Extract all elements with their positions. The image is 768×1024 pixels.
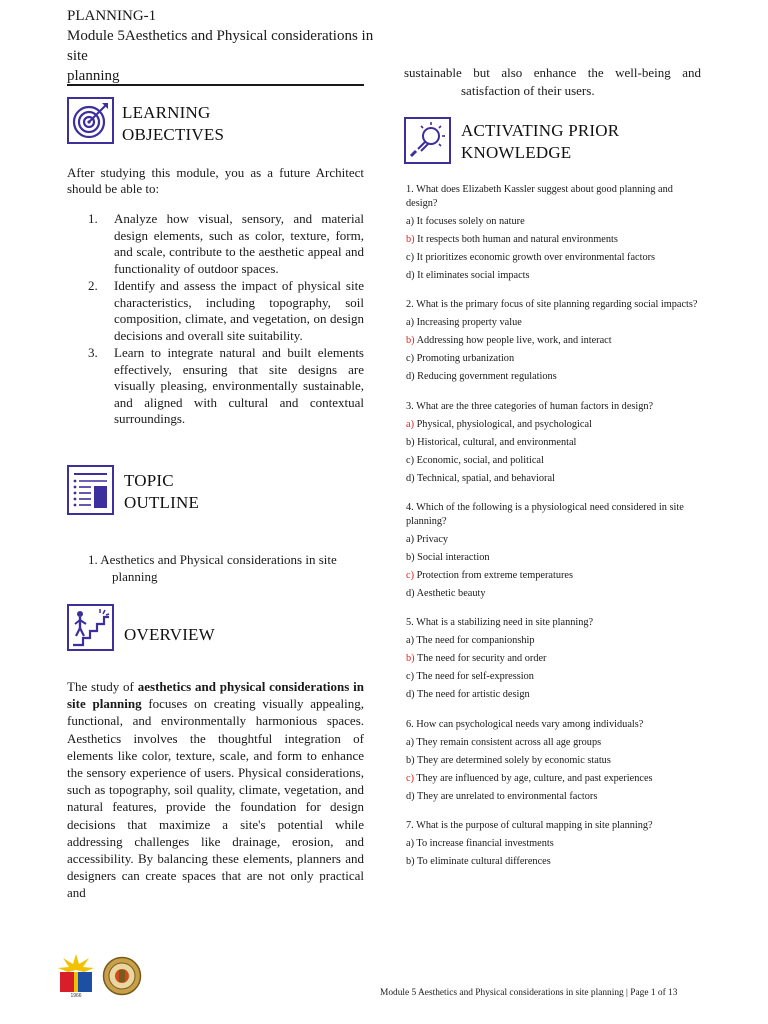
quiz-option-text: It eliminates social impacts: [417, 269, 530, 281]
quiz-question-block: [406, 298, 702, 384]
quiz-option-letter: c): [406, 251, 414, 263]
quiz-option-text: To increase financial investments: [416, 838, 554, 849]
quiz-option-letter: b): [406, 233, 415, 245]
quiz-option: [406, 472, 702, 486]
quiz-option: [406, 533, 702, 547]
quiz-option: [406, 454, 702, 468]
quiz-option-letter: d): [406, 269, 415, 281]
quiz-option-letter: a): [406, 533, 414, 545]
overview-continued: sustainable but also enhance the well-being and satisfaction of their users.: [404, 65, 701, 98]
quiz-option-text: The need for artistic design: [416, 689, 530, 700]
quiz-option: [406, 352, 702, 366]
lightbulb-icon: [404, 117, 451, 164]
quiz-question: 1. What does Elizabeth Kassler suggest about good planning and design?: [406, 184, 673, 209]
quiz-option: [406, 251, 702, 265]
quiz-option-letter: d): [406, 790, 415, 802]
quiz-option-text: The need for companionship: [416, 635, 535, 646]
objective-number: 1.: [88, 211, 98, 226]
outline-list-icon: [67, 465, 114, 515]
quiz-option-text: They are unrelated to environmental factors: [416, 790, 598, 802]
quiz-option-text: Addressing how people live, work, and interact: [416, 335, 612, 346]
objective-item: [88, 211, 364, 277]
quiz-option-text: The need for security and order: [416, 653, 547, 664]
quiz-option-letter: a): [406, 317, 414, 328]
quiz-question: 5. What is a stabilizing need in site planning?: [406, 617, 594, 628]
logo-year: 1966: [70, 993, 82, 998]
quiz-option: [406, 334, 702, 348]
quiz-question: 7. What is the purpose of cultural mapping in site planning?: [406, 820, 653, 831]
objectives-list: [88, 211, 364, 429]
quiz-option-text: It respects both human and natural environments: [417, 233, 618, 245]
quiz-option-text: Protection from extreme temperatures: [416, 569, 573, 581]
overview-paragraph: The study of aesthetics and physical considerations in site planning focuses on creating visually appealing, functional, and environmentally harmonious spaces. Aesthetics involves the thoughtful integration of elements like color, texture, scale, and form to enhance the sensory experience of users. Physical considerations, such as topography, soil quality, climate, vegetation, and natural features, provide the foundation for design decisions that maximize a site's potential while addressing challenges like drainage, erosion, and accessibility. By balancing these elements, planners and designers can create spaces that are not only practical and: [67, 679, 364, 901]
quiz-question-block: [406, 616, 702, 702]
quiz-option: [406, 837, 702, 851]
quiz-option: [406, 587, 702, 601]
quiz-option: [406, 855, 702, 869]
page-footer: Module 5 Aesthetics and Physical considerations in site planning | Page 1 of 13: [380, 988, 678, 998]
objective-number: 3.: [88, 345, 98, 360]
quiz-option: [406, 652, 702, 666]
objectives-intro: After studying this module, you as a future Architect should be able to:: [67, 165, 364, 196]
quiz-option-text: Social interaction: [417, 551, 490, 563]
objectives-heading: LEARNING OBJECTIVES: [122, 103, 225, 144]
quiz-option: [406, 569, 702, 583]
quiz-question-block: [406, 718, 702, 804]
quiz-question: 3. What are the three categories of human factors in design?: [406, 400, 654, 412]
quiz-option: [406, 215, 702, 229]
module-title-cont: planning: [67, 68, 120, 84]
quiz-option-letter: b): [406, 551, 415, 563]
stairs-person-icon: [67, 604, 114, 651]
quiz-option-letter: b): [406, 436, 415, 448]
prior-knowledge-heading: ACTIVATING PRIOR KNOWLEDGE: [461, 121, 620, 162]
quiz-option-letter: b): [406, 754, 415, 766]
quiz-option-letter: c): [406, 569, 414, 581]
quiz-option: [406, 772, 702, 786]
quiz-option-letter: c): [406, 671, 414, 682]
quiz-option-text: It prioritizes economic growth over environmental factors: [416, 251, 656, 263]
objective-item: [88, 345, 364, 428]
quiz-option-letter: d): [406, 371, 415, 382]
quiz-option-letter: c): [406, 353, 414, 364]
objective-text: Learn to integrate natural and built elements effectively, ensuring that site designs are visually pleasing, environmentally sustainable, and aligned with cultural and contextual surroundings.: [114, 345, 364, 426]
outline-heading: TOPIC OUTLINE: [124, 471, 200, 512]
overview-heading: OVERVIEW: [124, 625, 215, 644]
quiz-option-letter: b): [406, 335, 415, 346]
quiz-option-letter: a): [406, 418, 414, 430]
quiz-option-letter: d): [406, 587, 415, 599]
quiz-option-letter: c): [406, 772, 414, 784]
quiz-option: [406, 688, 702, 702]
quiz-option: [406, 316, 702, 330]
quiz-option: [406, 370, 702, 384]
quiz-option-text: Privacy: [416, 533, 449, 545]
quiz-option-letter: a): [406, 838, 414, 849]
quiz-option-text: The need for self-expression: [416, 671, 534, 682]
quiz-option: [406, 269, 702, 283]
quiz-question-block: [406, 400, 702, 486]
quiz-option: [406, 790, 702, 804]
quiz-option-letter: d): [406, 472, 415, 484]
government-seal-logo: [54, 952, 98, 998]
quiz-option-letter: c): [406, 454, 414, 466]
quiz-option-text: Promoting urbanization: [416, 353, 515, 364]
quiz-option-text: Increasing property value: [416, 317, 522, 328]
quiz-option-letter: a): [406, 635, 414, 646]
quiz-option-letter: d): [406, 689, 415, 700]
quiz-option-text: To eliminate cultural differences: [416, 856, 551, 867]
quiz-option: [406, 736, 702, 750]
quiz-option-text: Historical, cultural, and environmental: [417, 436, 577, 448]
outline-item: 1. Aesthetics and Physical considerations in site planning: [88, 552, 337, 584]
prior-knowledge-quiz: [406, 183, 702, 885]
quiz-question: 4. Which of the following is a physiological need considered in site planning?: [406, 502, 684, 527]
quiz-option-text: Reducing government regulations: [417, 371, 557, 382]
quiz-option: [406, 754, 702, 768]
quiz-option-letter: a): [406, 736, 414, 748]
quiz-option-text: Physical, physiological, and psychological: [416, 418, 592, 430]
quiz-option: [406, 551, 702, 565]
quiz-option: [406, 418, 702, 432]
quiz-option-text: They remain consistent across all age groups: [416, 736, 602, 748]
quiz-option-text: They are determined solely by economic status: [416, 754, 611, 766]
module-title: Module 5Aesthetics and Physical considerations in site: [67, 28, 374, 64]
quiz-option-letter: b): [406, 856, 415, 867]
quiz-option-letter: a): [406, 215, 414, 227]
header-divider: [67, 84, 364, 86]
quiz-option: [406, 670, 702, 684]
quiz-question-block: [406, 183, 702, 282]
target-icon: [67, 97, 114, 144]
objective-number: 2.: [88, 278, 98, 293]
objective-item: [88, 278, 364, 344]
objective-text: Identify and assess the impact of physical site characteristics, including topography, soil composition, climate, and vegetation, on design decisions and overall site suitability.: [114, 278, 364, 343]
course-title: PLANNING-1: [67, 8, 157, 24]
quiz-option-text: It focuses solely on nature: [416, 215, 525, 227]
quiz-option: [406, 233, 702, 247]
quiz-option-text: Technical, spatial, and behavioral: [416, 472, 555, 484]
quiz-question-block: [406, 501, 702, 600]
quiz-question: 2. What is the primary focus of site planning regarding social impacts?: [406, 299, 698, 310]
quiz-option-text: Aesthetic beauty: [416, 587, 486, 599]
university-seal-logo: [102, 956, 142, 996]
quiz-option: [406, 634, 702, 648]
quiz-option-letter: b): [406, 653, 415, 664]
document-header: [67, 6, 387, 86]
quiz-question-block: [406, 819, 702, 869]
quiz-option: [406, 436, 702, 450]
quiz-option-text: They are influenced by age, culture, and past experiences: [416, 772, 653, 784]
objective-text: Analyze how visual, sensory, and material design elements, such as color, texture, form, and scale, contribute to the aesthetic appeal and functionality of outdoor spaces.: [114, 211, 364, 276]
quiz-option-text: Economic, social, and political: [416, 454, 544, 466]
quiz-question: 6. How can psychological needs vary among individuals?: [406, 718, 644, 730]
